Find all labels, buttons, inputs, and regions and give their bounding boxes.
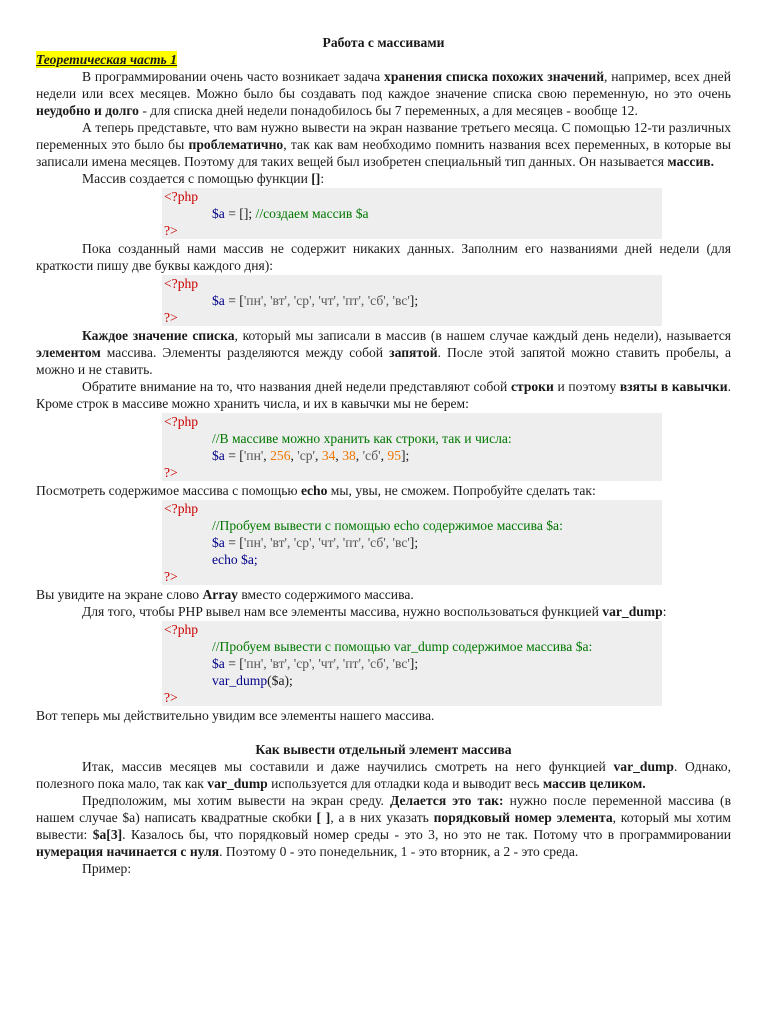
paragraph-third-month: А теперь представьте, что вам нужно вывести на экран название третьего месяца. С помощью 12-ти различных переменных это было бы проблематично, так как вам необходимо помнить названия всех переменных, в которые вы записали имена месяцев. Поэтому для таких вещей был изобретен специальный тип данных. Он называется массив. (36, 120, 731, 169)
document-page (36, 34, 731, 877)
paragraph-example: Пример: (82, 861, 132, 876)
page-title: Работа с массивами (322, 35, 445, 50)
paragraph-array-word: Вы увидите на экране слово Array вместо содержимого массива. (36, 587, 414, 602)
paragraph-elements: Каждое значение списка, который мы записали в массив (в нашем случае каждый день недели), называется элементом массива. Элементы разделяются между собой запятой. После этой запятой можно ставить пробелы, а можно и не ставить. (36, 328, 731, 377)
paragraph-index: Предположим, мы хотим вывести на экран среду. Делается это так: нужно после переменной массива (в нашем случае $a) написать квадратные скобки [ ], а в них указать порядковый номер элемента, который мы хотим вывести: $a[3]. Казалось бы, что порядковый номер среды - это 3, но это не так. Потому что в программировании нумерация начинается с нуля. Поэтому 0 - это понедельник, 1 - это вторник, а 2 - это среда. (36, 793, 731, 859)
section-heading-single-element: Как вывести отдельный элемент массива (255, 742, 512, 757)
code-block-create: <?php $a = []; //создаем массив $a ?> (162, 188, 662, 239)
paragraph-strings-numbers: Обратите внимание на то, что названия дней недели представляют собой строки и поэтому взяты в кавычки. Кроме строк в массиве можно хранить числа, и их в кавычки мы не берем: (36, 379, 732, 411)
paragraph-all-elements: Вот теперь мы действительно увидим все элементы нашего массива. (36, 708, 435, 723)
code-block-mixed: <?php //В массиве можно хранить как строки, так и числа: $a = ['пн', 256, 'ср', 34, 38, 'сб', 95]; ?> (162, 413, 662, 481)
paragraph-months: Итак, массив месяцев мы составили и даже научились смотреть на него функцией var_dump. Однако, полезного пока мало, так как var_dump используется для отладки кода и выводит весь массив целиком. (36, 759, 731, 791)
paragraph-intro: В программировании очень часто возникает задача хранения списка похожих значений, например, всех дней недели или всех месяцев. Можно было бы создавать под каждое значение списка свою переменную, но это очень неудобно и долго - для списка дней недели понадобилось бы 7 переменных, а для месяцев - вообще 12. (36, 69, 731, 118)
paragraph-create-array: Массив создается с помощью функции []: (82, 171, 325, 186)
code-block-echo: <?php //Пробуем вывести с помощью echo содержимое массива $a: $a = ['пн', 'вт', 'ср', 'чт', 'пт', 'сб', 'вс']; echo $a; ?> (162, 500, 662, 585)
paragraph-fill-days: Пока созданный нами массив не содержит никаких данных. Заполним его названиями дней недели (для краткости пишу две буквы каждого дня): (36, 241, 731, 273)
section-heading-theory: Теоретическая часть 1 (36, 52, 177, 67)
code-block-days: <?php $a = ['пн', 'вт', 'ср', 'чт', 'пт', 'сб', 'вс']; ?> (162, 275, 662, 326)
paragraph-echo: Посмотреть содержимое массива с помощью echo мы, увы, не сможем. Попробуйте сделать так: (36, 483, 596, 498)
paragraph-var-dump: Для того, чтобы PHP вывел нам все элементы массива, нужно воспользоваться функцией var_dump: (82, 604, 667, 619)
code-block-var-dump: <?php //Пробуем вывести с помощью var_dump содержимое массива $a: $a = ['пн', 'вт', 'ср', 'чт', 'пт', 'сб', 'вс']; var_dump($a); ?> (162, 621, 662, 706)
